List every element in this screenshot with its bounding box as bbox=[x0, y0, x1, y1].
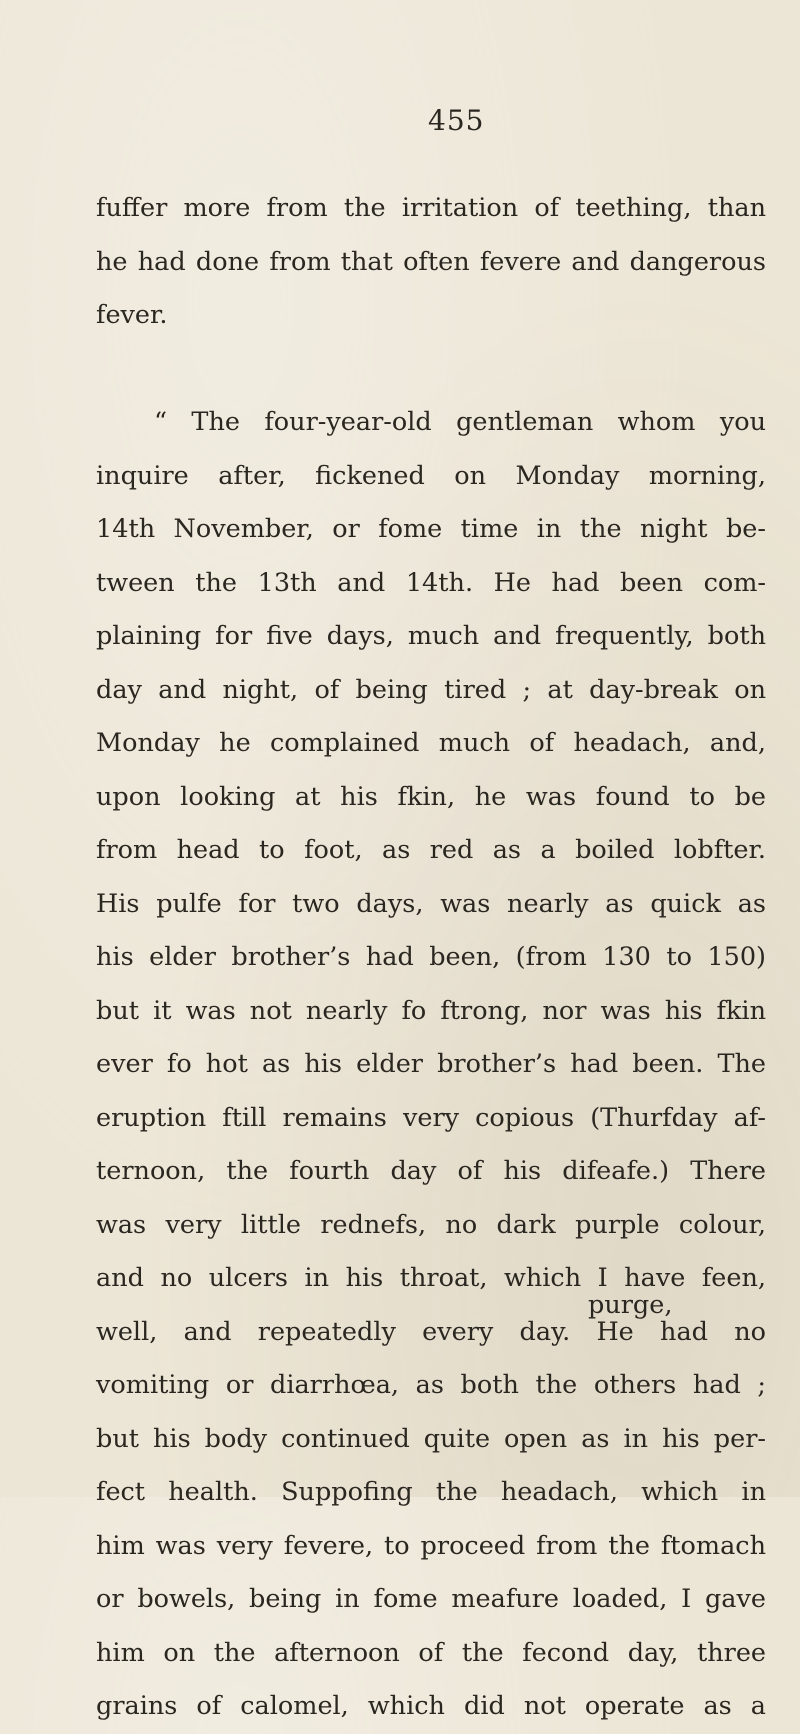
text-line: “ The four-year-old gentleman whom you bbox=[154, 407, 766, 437]
text-line: or bowels, being in fome meafure loaded, I gave bbox=[96, 1584, 766, 1614]
text-line: eruption ftill remains very copious (Thurfday af- bbox=[96, 1102, 766, 1133]
text-line: him on the afternoon of the fecond day, three bbox=[96, 1637, 766, 1668]
text-line: upon looking at his fkin, he was found to be bbox=[96, 781, 766, 812]
text-line: well, and repeatedly every day. He had no bbox=[96, 1316, 766, 1347]
text-line: he had done from that often fevere and dangerous bbox=[96, 246, 766, 277]
text-line: tween the 13th and 14th. He had been com- bbox=[96, 567, 766, 598]
paragraph-1 bbox=[96, 182, 766, 343]
paragraph-2 bbox=[96, 396, 766, 1734]
text-line: day and night, of being tired ; at day-break on bbox=[96, 674, 766, 705]
text-line: plaining for five days, much and frequently, both bbox=[96, 621, 766, 651]
text-line: 14th November, or fome time in the night be- bbox=[96, 514, 766, 544]
text-line: his elder brother’s had been, (from 130 to 150) bbox=[96, 942, 766, 972]
text-line: and no ulcers in his throat, which I have feen, bbox=[96, 1263, 766, 1293]
text-line: inquire after, fickened on Monday morning, bbox=[96, 460, 766, 491]
page-number: 455 bbox=[428, 104, 485, 137]
text-line: him was very fevere, to proceed from the ftomach bbox=[96, 1530, 766, 1561]
text-line: ever fo hot as his elder brother’s had been. The bbox=[96, 1049, 766, 1079]
text-line: but his body continued quite open as in his per- bbox=[96, 1423, 766, 1454]
text-line: ternoon, the fourth day of his difeafe.) There bbox=[96, 1156, 766, 1186]
text-line: was very little rednefs, no dark purple colour, bbox=[96, 1209, 766, 1240]
text-line: fect health. Suppofing the headach, which in bbox=[96, 1477, 766, 1507]
catchword: purge, bbox=[588, 1290, 673, 1320]
text-line: grains of calomel, which did not operate as a bbox=[96, 1691, 766, 1721]
text-line: His pulfe for two days, was nearly as quick as bbox=[96, 888, 766, 919]
text-line: fuffer more from the irritation of teething, than bbox=[96, 193, 766, 223]
text-line: but it was not nearly fo ftrong, nor was his fkin bbox=[96, 995, 766, 1026]
text-line: Monday he complained much of headach, and, bbox=[96, 728, 766, 758]
text-line: vomiting or diarrhœa, as both the others had ; bbox=[96, 1370, 766, 1400]
text-line: fever. bbox=[96, 300, 168, 330]
text-line: from head to foot, as red as a boiled lobfter. bbox=[96, 835, 766, 865]
